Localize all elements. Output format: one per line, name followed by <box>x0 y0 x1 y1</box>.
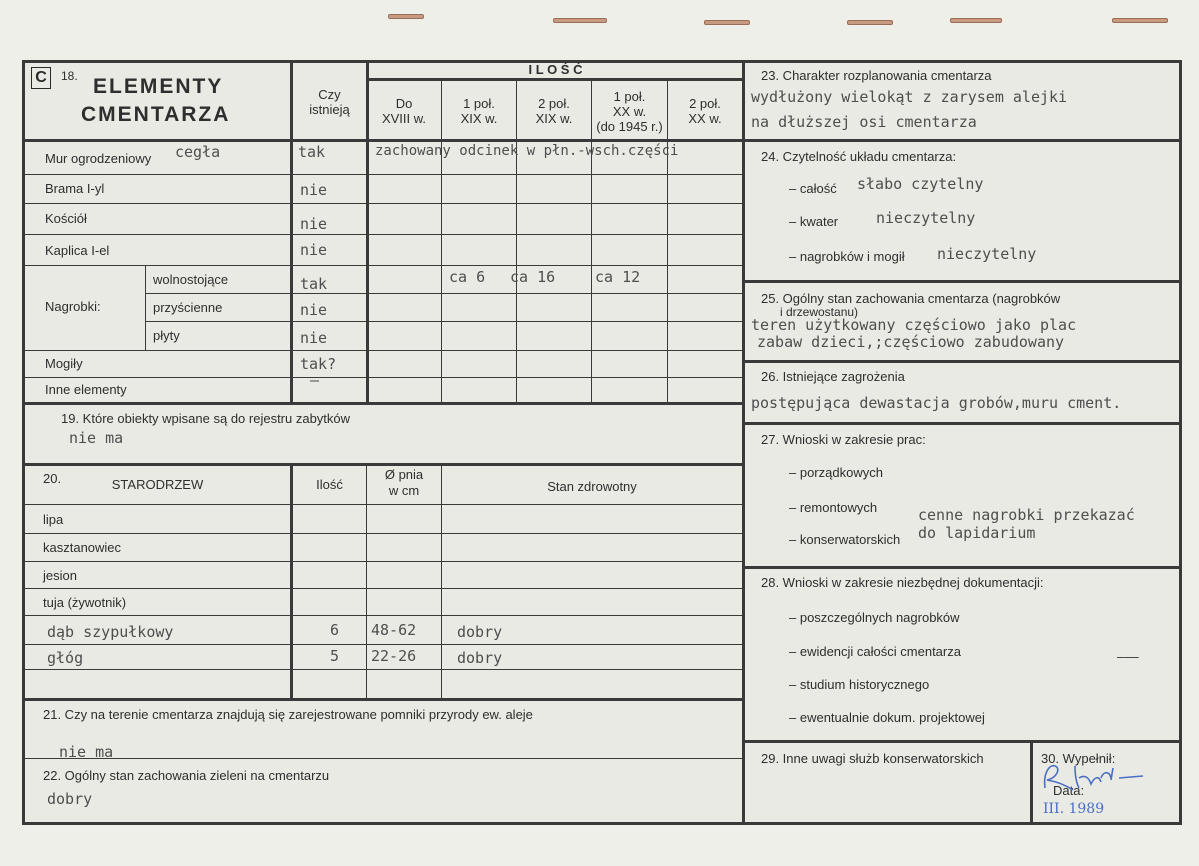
s23-label: 23. Charakter rozplanowania cmentarza <box>761 68 992 83</box>
s25-label: 25. Ogólny stan zachowania cmentarza (nagrobków <box>761 291 1061 306</box>
s19-label: 19. Które obiekty wpisane są do rejestru zabytków <box>61 411 351 426</box>
period-header: 1 poł. XIX w. <box>460 96 498 126</box>
row-label: Inne elementy <box>45 382 127 397</box>
s24-item-label: – nagrobków i mogił <box>789 249 905 264</box>
s20-health-header: Stan zdrowotny <box>547 479 637 494</box>
row-label: Nagrobki: <box>45 299 101 314</box>
s30-label: 30. Wypełnił: <box>1041 751 1116 766</box>
tree-name: lipa <box>43 512 64 527</box>
paper-clip <box>950 18 1002 23</box>
s28-item: – ewentualnie dokum. projektowej <box>789 710 985 725</box>
s28-item: – ewidencji całości cmentarza <box>789 644 961 659</box>
paper-clip <box>704 20 750 25</box>
s24-item-value: nieczytelny <box>937 245 1037 263</box>
s21-label: 21. Czy na terenie cmentarza znajdują się zarejestrowane pomniki przyrody ew. aleje <box>43 707 533 722</box>
tree-name: jesion <box>43 568 77 583</box>
s20-number: 20. <box>43 471 62 486</box>
s21-value: nie ma <box>59 743 114 761</box>
s22-label: 22. Ogólny stan zachowania zieleni na cmentarzu <box>43 768 330 783</box>
row-exists: nie <box>300 301 328 319</box>
s24-item-label: – całość <box>789 181 837 196</box>
row-qty: ca 6 <box>449 268 486 286</box>
row-exists: nie <box>300 215 328 233</box>
s27-line1: cenne nagrobki przekazać <box>918 506 1135 524</box>
tree-health: dobry <box>457 623 503 641</box>
s25-line2: zabaw dzieci,;częściowo zabudowany <box>757 333 1065 351</box>
period-header: 2 poł. XX w. <box>688 96 722 126</box>
s23-line1: wydłużony wielokąt z zarysem alejki <box>751 88 1068 106</box>
s23-line2: na dłuższej osi cmentarza <box>751 113 977 131</box>
signature <box>1039 756 1149 796</box>
col-exists-header: Czy istnieją <box>309 87 350 117</box>
row-label: Kaplica I-el <box>45 243 110 258</box>
s25-line1: teren użytkowany częściowo jako plac <box>751 316 1077 334</box>
cemetery-record-card <box>22 60 1182 825</box>
s27-label: 27. Wnioski w zakresie prac: <box>761 432 926 447</box>
row-label: Kościół <box>45 211 87 226</box>
tree-name: tuja (żywotnik) <box>43 595 127 610</box>
row-sub-label: płyty <box>153 328 180 343</box>
s24-item-label: – kwater <box>789 214 839 229</box>
section-letter: C <box>31 67 51 89</box>
s26-label: 26. Istniejące zagrożenia <box>761 369 905 384</box>
section-title-line1: ELEMENTY <box>93 75 224 98</box>
row-qty: ca 12 <box>595 268 641 286</box>
s20-qty-header: Ilość <box>316 477 343 492</box>
tree-name: dąb szypułkowy <box>47 623 174 641</box>
s28-dash: ––– <box>1117 649 1139 664</box>
row-qty: ca 16 <box>510 268 556 286</box>
paper-clip <box>847 20 893 25</box>
s30-date-value: III. 1989 <box>1043 801 1105 817</box>
s24-item-value: słabo czytelny <box>857 175 984 193</box>
s25-label-cont: i drzewostanu) <box>780 305 859 319</box>
s29-label: 29. Inne uwagi służb konserwatorskich <box>761 751 984 766</box>
s27-item: – konserwatorskich <box>789 532 901 547</box>
s20-title: STARODRZEW <box>111 477 204 492</box>
row-exists: nie <box>300 241 328 259</box>
paper-clip <box>553 18 607 23</box>
s19-value: nie ma <box>69 429 124 447</box>
row-sub-label: wolnostojące <box>153 272 229 287</box>
row-exists: – <box>310 371 320 389</box>
tree-health: dobry <box>457 649 503 667</box>
row-label: Mur ogrodzeniowy <box>45 151 152 166</box>
paper-clip <box>1112 18 1168 23</box>
tree-qty: 5 <box>330 647 340 665</box>
section-number: 18. <box>61 69 78 83</box>
row-exists: nie <box>300 181 328 199</box>
s26-value: postępująca dewastacja grobów,muru cment. <box>751 394 1122 412</box>
s24-item-value: nieczytelny <box>876 209 976 227</box>
s27-item: – remontowych <box>789 500 878 515</box>
tree-diam: 48-62 <box>371 621 417 639</box>
row-material: cegła <box>175 143 221 161</box>
s22-value: dobry <box>47 790 93 808</box>
tree-diam: 22-26 <box>371 647 417 665</box>
row-label: Mogiły <box>45 356 83 371</box>
row-label: Brama I-yl <box>45 181 105 196</box>
period-header: 1 poł. XX w. (do 1945 r.) <box>596 89 663 134</box>
row-note: zachowany odcinek w płn.-wsch.części <box>375 143 679 159</box>
row-exists: tak? <box>300 355 337 373</box>
s27-line2: do lapidarium <box>918 524 1036 542</box>
s20-diam-header: Ø pnia w cm <box>384 467 424 498</box>
tree-name: kasztanowiec <box>43 540 122 555</box>
period-header: 2 poł. XIX w. <box>535 96 573 126</box>
tree-name: głóg <box>47 649 84 667</box>
s27-item: – porządkowych <box>789 465 883 480</box>
period-header: Do XVIII w. <box>381 96 427 126</box>
row-exists: tak <box>300 275 328 293</box>
s28-label: 28. Wnioski w zakresie niezbędnej dokumentacji: <box>761 575 1044 590</box>
row-sub-label: przyścienne <box>153 300 223 315</box>
tree-qty: 6 <box>330 621 340 639</box>
column-divider <box>742 63 745 825</box>
section-title-line2: CMENTARZA <box>81 103 231 126</box>
s28-item: – poszczególnych nagrobków <box>789 610 960 625</box>
s28-item: – studium historycznego <box>789 677 930 692</box>
s24-label: 24. Czytelność układu cmentarza: <box>761 149 957 164</box>
row-exists: nie <box>300 329 328 347</box>
row-exists: tak <box>298 143 326 161</box>
s30-date-label: Data: <box>1053 783 1085 798</box>
paper-clip <box>388 14 424 19</box>
ilosc-header: I L O Ś Ć <box>528 62 583 77</box>
